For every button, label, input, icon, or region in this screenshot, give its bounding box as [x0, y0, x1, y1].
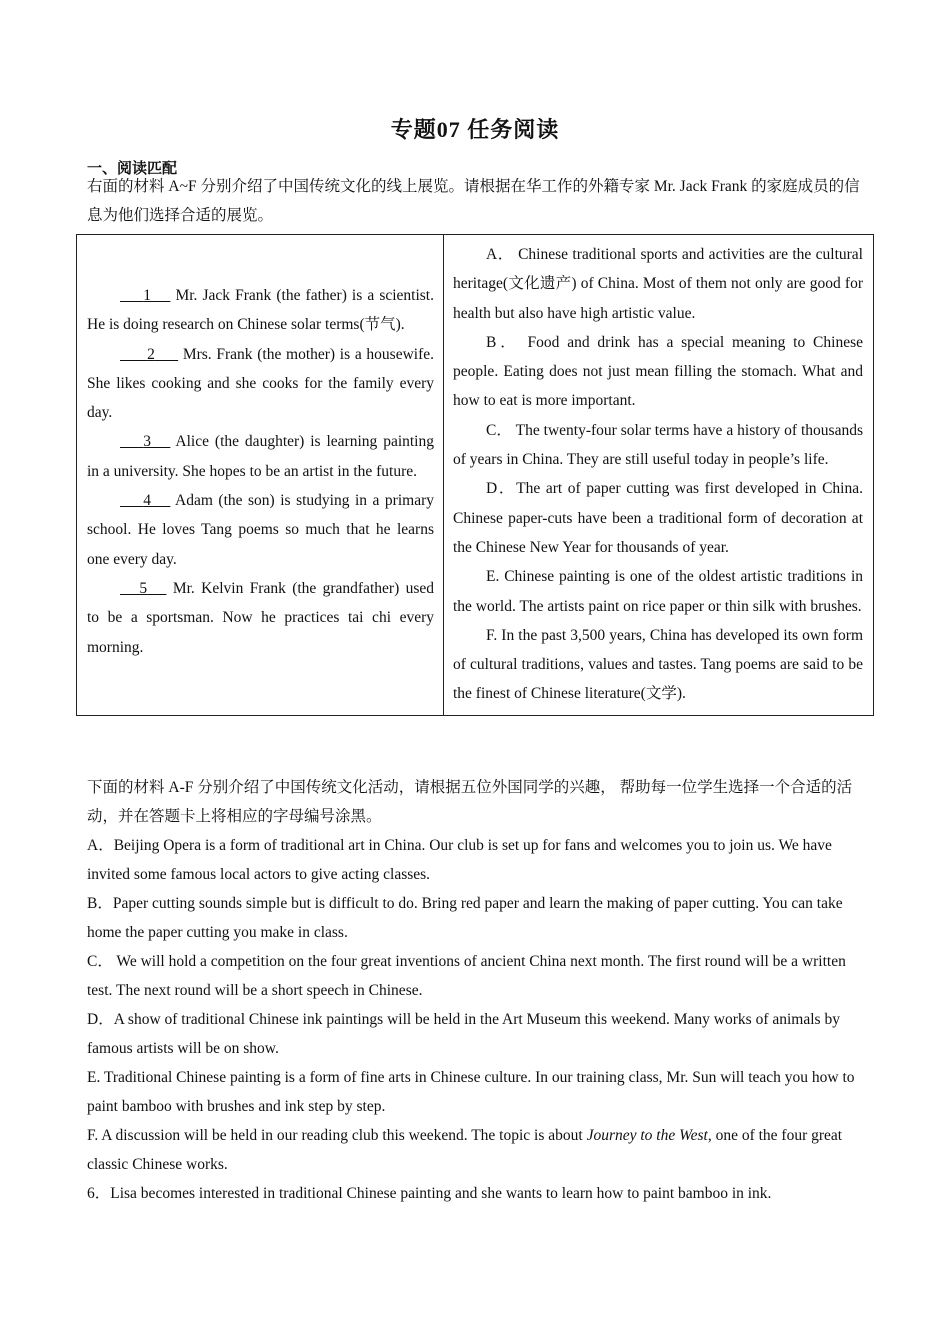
question-item: 6．Lisa becomes interested in traditional Chinese painting and she wants to learn how to paint bamboo in ink.	[87, 1185, 772, 1202]
answer-blank: 1	[143, 287, 151, 304]
exhibition-item: C． The twenty-four solar terms have a history of thousands of years in China. They are still useful today in people’s life.	[453, 421, 863, 469]
person-item: 1 Mr. Jack Frank (the father) is a scientist. He is doing research on Chinese solar terms(节气).	[87, 281, 434, 340]
activity-item: B．Paper cutting sounds simple but is difficult to do. Bring red paper and learn the making of paper cutting. You can take home the paper cutting you make in class.	[87, 895, 843, 941]
answer-blank: 4	[143, 492, 151, 510]
activity-item: D．A show of traditional Chinese ink paintings will be held in the Art Museum this weekend. Many works of animals by famous artists will be on show.	[87, 1011, 840, 1057]
person-item: 4 Adam (the son) is studying in a primary school. He loves Tang poems so much that he learns one every day.	[87, 486, 434, 574]
exhibition-item: E. Chinese painting is one of the oldest artistic traditions in the world. The artists paint on rice paper or thin silk with brushes.	[453, 568, 863, 615]
answer-blank: 3	[143, 433, 151, 451]
people-column	[77, 235, 444, 716]
answer-blank: 2	[147, 345, 155, 363]
matching-table	[76, 234, 874, 716]
exhibition-item: A． Chinese traditional sports and activities are the cultural heritage(文化遗产) of China. Most of them not only are good for health but also have high artistic value.	[453, 246, 863, 322]
section-intro: 右面的材料 A~F 分别介绍了中国传统文化的线上展览。请根据在华工作的外籍专家 Mr. Jack Frank 的家庭成员的信息为他们选择合适的展览。	[87, 178, 860, 224]
activity-item: A．Beijing Opera is a form of traditional art in China. Our club is set up for fans and welcomes you to join us. We have invited some famous local actors to give acting classes.	[87, 837, 832, 883]
exhibition-item: D．The art of paper cutting was first developed in China. Chinese paper-cuts have been a traditional form of decoration at the Chinese New Year for thousands of year.	[453, 480, 863, 556]
exhibitions-column	[444, 235, 874, 716]
activity-item: F. A discussion will be held in our reading club this weekend. The topic is about Journey to the West, one of the four great classic Chinese works.	[87, 1127, 843, 1173]
exhibition-item: B． Food and drink has a special meaning to Chinese people. Eating does not just mean filling the stomach. What and how to eat is more important.	[453, 333, 863, 410]
person-item: 2 Mrs. Frank (the mother) is a housewife. She likes cooking and she cooks for the family every day.	[87, 340, 434, 428]
person-item: 5 Mr. Kelvin Frank (the grandfather) used to be a sportsman. Now he practices tai chi every morning.	[87, 574, 434, 662]
person-item: 3 Alice (the daughter) is learning painting in a university. She hopes to be an artist in the future.	[87, 427, 434, 486]
section2-intro: 下面的材料 A-F 分别介绍了中国传统文化活动，请根据五位外国同学的兴趣， 帮助每一位学生选择一个合适的活动，并在答题卡上将相应的字母编号涂黑。	[87, 779, 853, 825]
page-title: 专题07 任务阅读	[390, 117, 560, 142]
activity-item: E. Traditional Chinese painting is a form of fine arts in Chinese culture. In our training class, Mr. Sun will teach you how to paint bamboo with brushes and ink step by step.	[87, 1069, 855, 1115]
book-title: Journey to the West	[586, 1127, 708, 1144]
section2-body	[87, 773, 863, 1208]
section-heading: 一、阅读匹配	[87, 161, 178, 177]
activity-item: C． We will hold a competition on the four great inventions of ancient China next month. The first round will be a written test. The next round will be a short speech in Chinese.	[87, 953, 846, 999]
answer-blank: 5	[139, 579, 148, 597]
exhibition-item: F. In the past 3,500 years, China has developed its own form of cultural traditions, values and tastes. Tang poems are said to be the finest of Chinese literature(文学).	[453, 626, 863, 703]
